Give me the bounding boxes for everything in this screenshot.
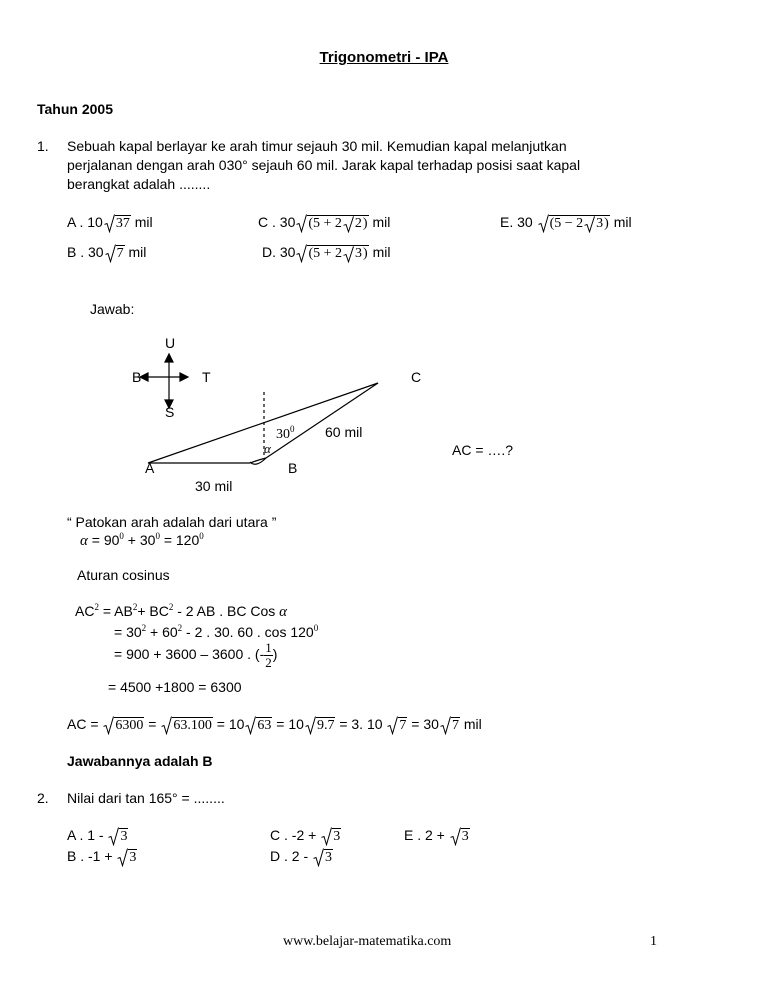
point-c-label: C <box>411 369 422 385</box>
one-half-fraction: $\frac{1}{2}$ <box>265 640 272 670</box>
compass-east-label: T <box>202 369 211 385</box>
year-heading: Tahun 2005 <box>37 101 113 117</box>
q2-option-c: C . -2 + 3 <box>270 827 341 844</box>
q1-option-e: E. 30 (5 − 2 3) mil <box>500 214 632 231</box>
q2-option-b: B . -1 + 3 <box>67 848 137 865</box>
q1-line1: Sebuah kapal berlayar ke arah timur sejauh 30 mil. Kemudian kapal melanjutkan <box>67 138 567 154</box>
patokan-note: “ Patokan arah adalah dari utara ” <box>67 514 277 530</box>
compass-north-arrow <box>165 354 173 362</box>
cosine-rule-line-3: = 900 + 3600 – 3600 . (- $\frac{1}{2}$ ) <box>114 640 278 670</box>
side-ac <box>148 383 378 463</box>
cosine-rule-line-1: $AC^2 = AB^2+ BC^2 - 2$ AB . BC Cos α <box>75 602 288 620</box>
side-ab-label: 30 mil <box>195 478 233 494</box>
q1-option-d: D. 30 (5 + 2 3) mil <box>262 244 391 261</box>
side-bc <box>266 383 378 458</box>
compass-west-label: B <box>132 369 142 385</box>
answer-label: Jawab: <box>90 301 135 317</box>
point-a-label: A <box>145 460 155 476</box>
q1-option-c: C . 30 (5 + 2 2) mil <box>258 214 391 231</box>
aturan-cosinus-label: Aturan cosinus <box>77 567 170 583</box>
compass-south-label: S <box>165 404 175 420</box>
angle-30-label: $30^0$ <box>276 424 295 442</box>
side-bc-label: 60 mil <box>325 424 363 440</box>
compass-icon <box>140 354 188 408</box>
compass-north-label: U <box>165 335 176 351</box>
q1-number: 1. <box>37 138 49 154</box>
q1-line2: perjalanan dengan arah 030° sejauh 60 mil. Jarak kapal terhadap posisi saat kapal <box>67 157 581 173</box>
compass-east-arrow <box>180 373 188 381</box>
q2-text: Nilai dari tan 165° = ........ <box>67 790 225 806</box>
q2-option-d: D . 2 - 3 <box>270 848 333 865</box>
q1-option-a: A . 10 37 mil <box>67 214 153 231</box>
q1-option-b: B . 30 7 mil <box>67 244 147 261</box>
q1-line3: berangkat adalah ........ <box>67 176 211 192</box>
alpha-label: α <box>264 441 271 456</box>
alpha-equation: $\alpha = 90^0 + 30^0 = 120^0$ <box>80 531 204 549</box>
point-b-label: B <box>288 460 298 476</box>
cosine-rule-line-4: = 4500 +1800 = 6300 <box>108 679 242 695</box>
page-number: 1 <box>650 934 657 949</box>
ac-result-line: AC = 6300 = 63.100 = 10 63 = 10 9.7 = 3. 10 7 = 30 7 mil <box>67 716 482 733</box>
q2-option-a: A . 1 - 3 <box>67 827 128 844</box>
footer-website: www.belajar-matematika.com <box>283 934 452 949</box>
ac-question: AC = ….? <box>452 442 514 458</box>
q1-conclusion: Jawabannya adalah B <box>67 753 213 769</box>
q2-option-e: E . 2 + 3 <box>404 827 469 844</box>
q2-number: 2. <box>37 790 49 806</box>
page-title: Trigonometri - IPA <box>319 49 449 66</box>
cosine-rule-line-2: = $30^2 + 60^2 - 2$ . 30. 60 . $\cos 120^0$ <box>114 623 319 640</box>
